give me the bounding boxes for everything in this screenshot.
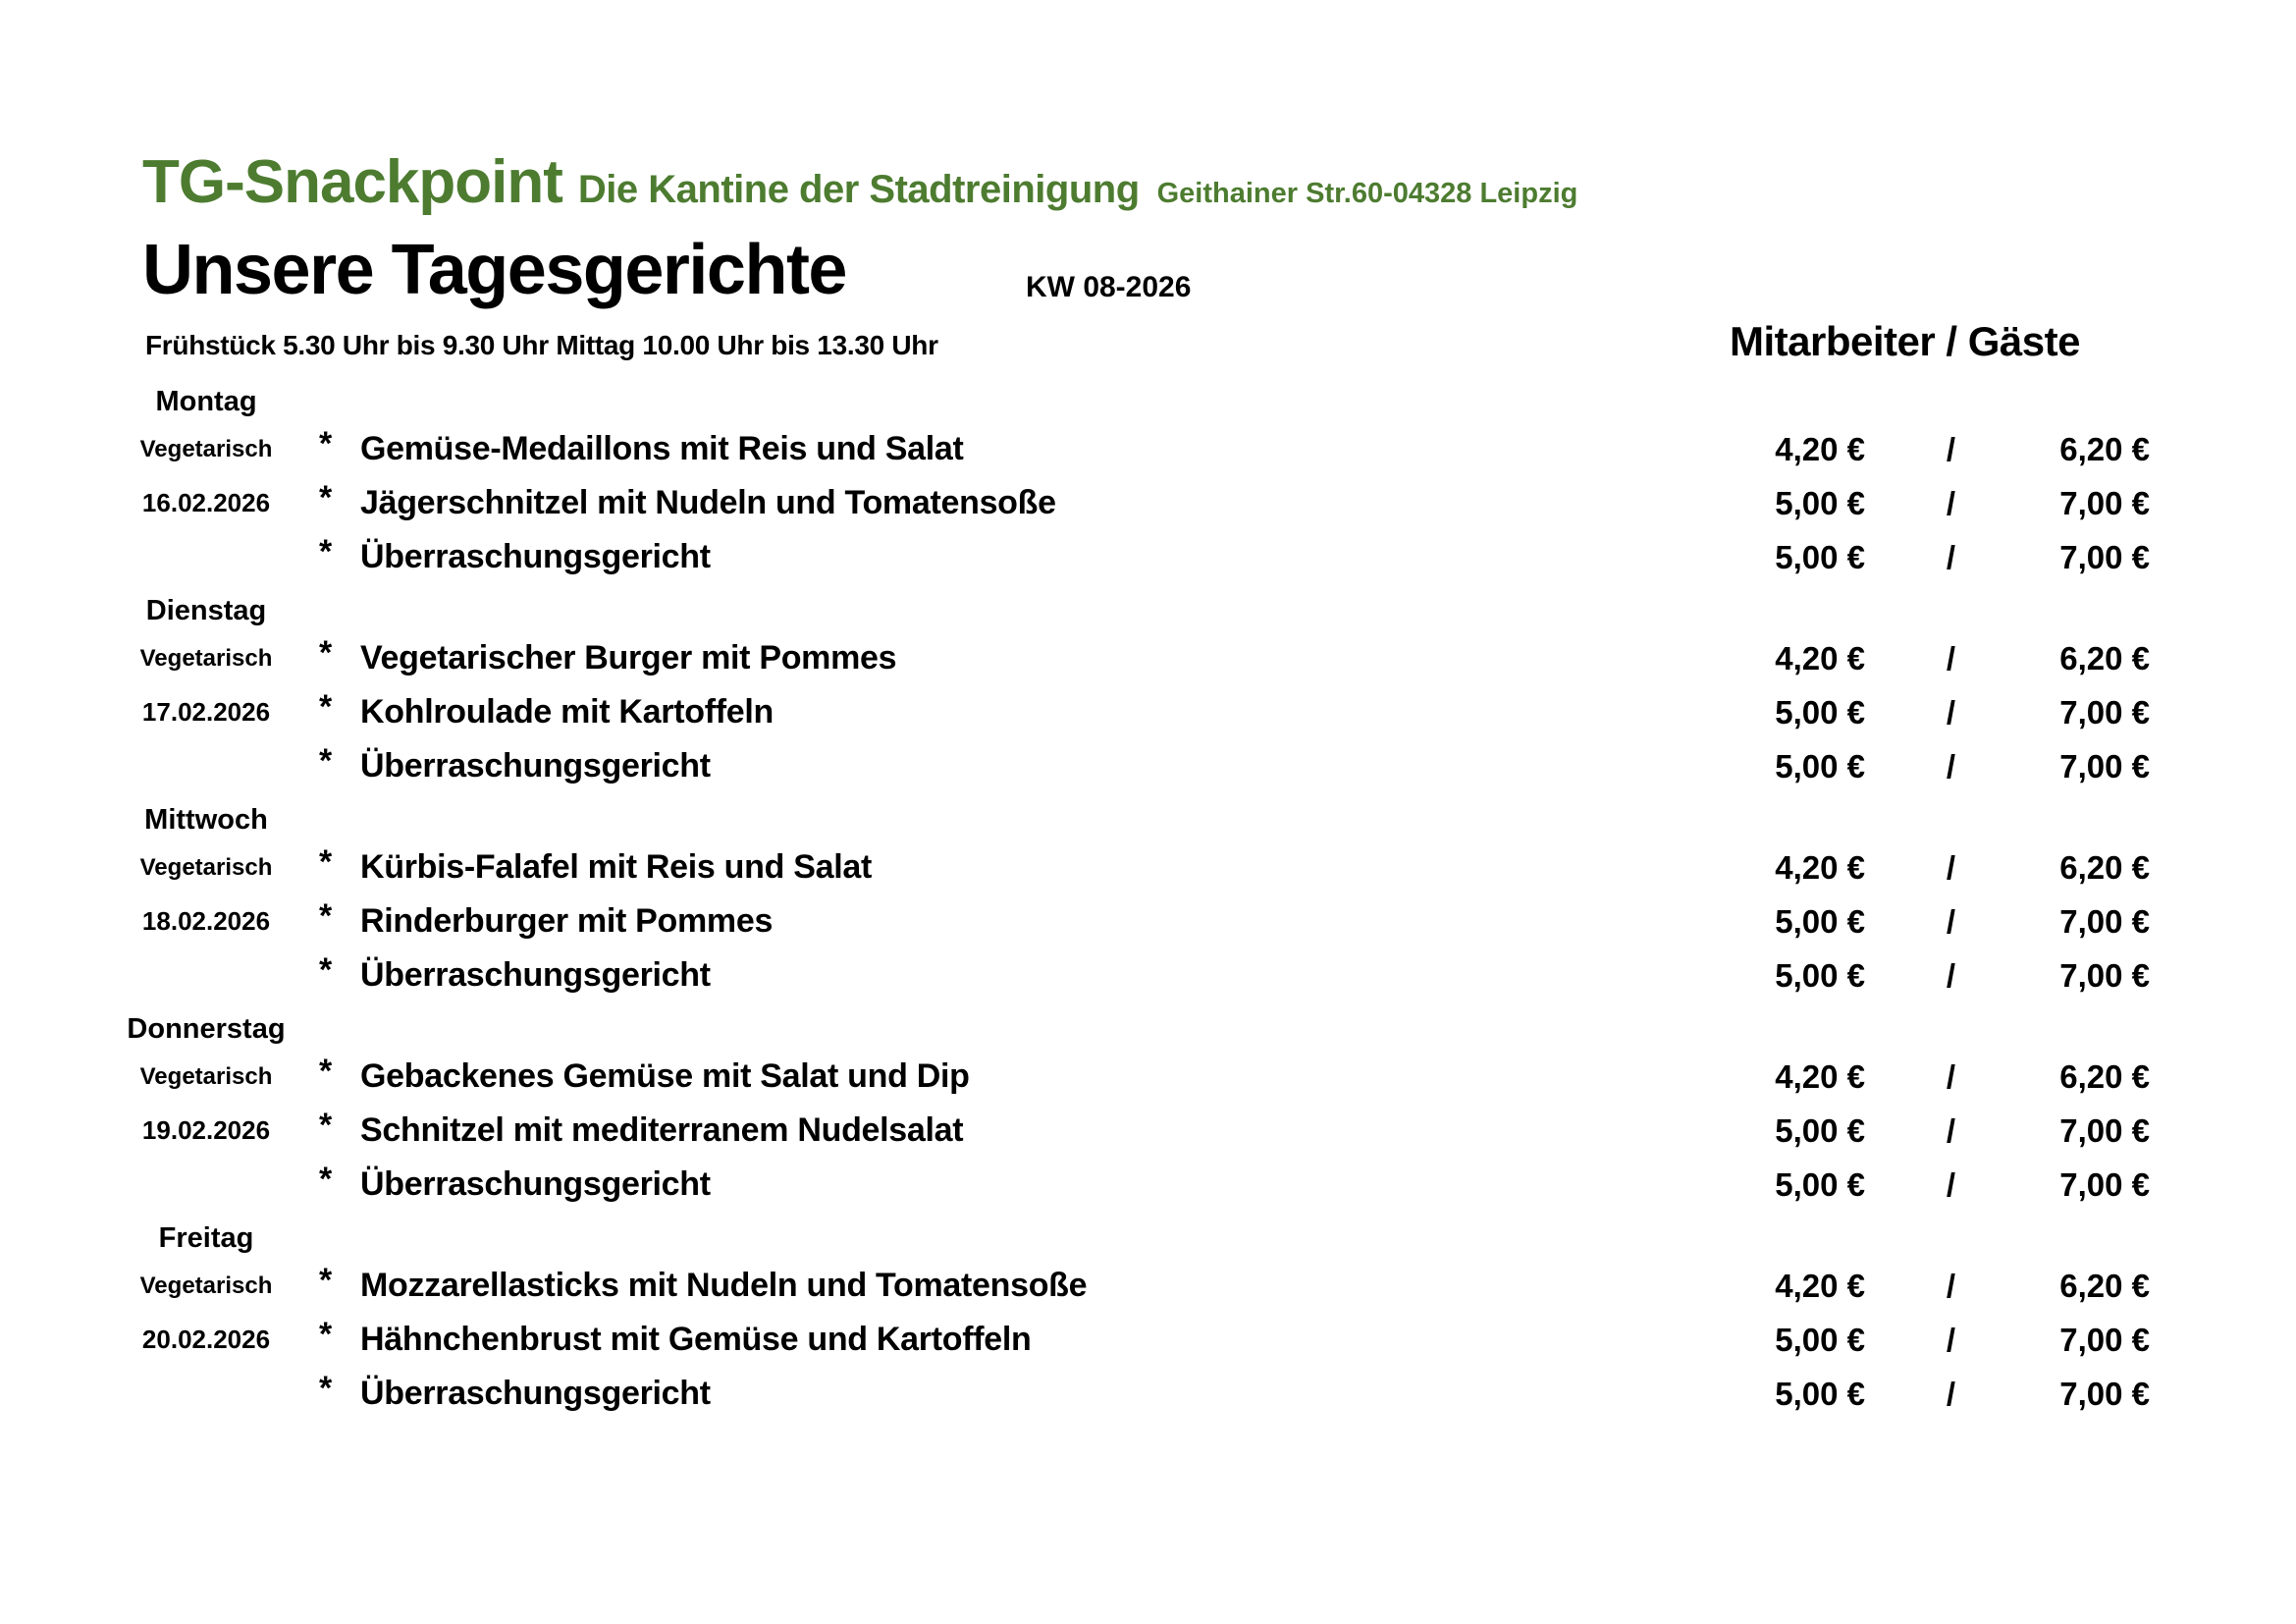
date-tag: 17.02.2026 (141, 697, 271, 727)
dish-name: Hähnchenbrust mit Gemüse und Kartoffeln (360, 1321, 1032, 1358)
day-name: Dienstag (145, 595, 267, 626)
price-mitarbeiter: 4,20 € (1775, 430, 1865, 467)
day-block (93, 381, 2150, 584)
dish-name: Gemüse-Medaillons mit Reis und Salat (360, 430, 964, 467)
dish-name: Überraschungsgericht (360, 956, 711, 994)
price-gaeste: 7,00 € (2059, 538, 2150, 575)
day-name: Donnerstag (127, 1013, 286, 1045)
menu-row (93, 840, 2150, 894)
price-separator: / (1946, 956, 1956, 994)
dish-name: Mozzarellasticks mit Nudeln und Tomatensoße (360, 1267, 1088, 1304)
price-gaeste: 6,20 € (2059, 1267, 2150, 1304)
price-mitarbeiter: 5,00 € (1775, 902, 1865, 940)
dish-name: Gebackenes Gemüse mit Salat und Dip (360, 1057, 970, 1095)
dish-name: Überraschungsgericht (360, 1165, 711, 1203)
menu-row (93, 530, 2150, 584)
price-gaeste: 6,20 € (2059, 1057, 2150, 1095)
day-name: Mittwoch (144, 804, 268, 836)
price-separator: / (1946, 538, 1956, 575)
title-line (142, 232, 846, 309)
price-mitarbeiter: 4,20 € (1775, 848, 1865, 886)
price-gaeste: 6,20 € (2059, 430, 2150, 467)
bullet-asterisk: * (319, 533, 333, 570)
price-separator: / (1946, 484, 1956, 521)
day-block (93, 590, 2150, 793)
menu-row (93, 1313, 2150, 1367)
price-gaeste: 7,00 € (2059, 747, 2150, 785)
menu-row (93, 476, 2150, 530)
menu-row (93, 1050, 2150, 1104)
day-block (93, 799, 2150, 1002)
price-gaeste: 7,00 € (2059, 484, 2150, 521)
day-block (93, 1008, 2150, 1212)
price-separator: / (1946, 747, 1956, 785)
brand-address: Geithainer Str.60-04328 Leipzig (1156, 178, 1578, 209)
dish-name: Vegetarischer Burger mit Pommes (360, 639, 897, 677)
calendar-week-label: KW 08-2026 (1026, 271, 1192, 303)
vegetarian-tag: Vegetarisch (139, 1062, 273, 1090)
bullet-asterisk: * (319, 688, 333, 726)
menu-row (93, 1104, 2150, 1158)
price-mitarbeiter: 4,20 € (1775, 1267, 1865, 1304)
price-separator: / (1946, 430, 1956, 467)
menu-row (93, 1367, 2150, 1421)
brand-title: TG-Snackpoint (142, 148, 562, 216)
vegetarian-tag: Vegetarisch (139, 435, 273, 462)
day-name: Freitag (158, 1222, 254, 1254)
vegetarian-tag: Vegetarisch (139, 853, 273, 881)
price-mitarbeiter: 5,00 € (1775, 1375, 1865, 1412)
price-separator: / (1946, 639, 1956, 677)
price-mitarbeiter: 5,00 € (1775, 956, 1865, 994)
bullet-asterisk: * (319, 1161, 333, 1198)
price-separator: / (1946, 902, 1956, 940)
bullet-asterisk: * (319, 897, 333, 935)
day-block (93, 1218, 2150, 1421)
price-mitarbeiter: 5,00 € (1775, 1111, 1865, 1149)
bullet-asterisk: * (319, 742, 333, 780)
price-mitarbeiter: 4,20 € (1775, 639, 1865, 677)
price-mitarbeiter: 4,20 € (1775, 1057, 1865, 1095)
dish-name: Überraschungsgericht (360, 538, 711, 575)
opening-hours: Frühstück 5.30 Uhr bis 9.30 Uhr Mittag 10.00 Uhr bis 13.30 Uhr (145, 330, 938, 360)
bullet-asterisk: * (319, 1316, 333, 1353)
menu-row (93, 948, 2150, 1002)
bullet-asterisk: * (319, 425, 333, 462)
dish-name: Rinderburger mit Pommes (360, 902, 774, 940)
price-mitarbeiter: 5,00 € (1775, 538, 1865, 575)
menu-row (93, 685, 2150, 739)
price-gaeste: 7,00 € (2059, 902, 2150, 940)
price-mitarbeiter: 5,00 € (1775, 747, 1865, 785)
price-separator: / (1946, 1321, 1956, 1358)
price-mitarbeiter: 5,00 € (1775, 1165, 1865, 1203)
brand-subtitle: Die Kantine der Stadtreinigung (577, 168, 1140, 211)
bullet-asterisk: * (319, 1370, 333, 1407)
price-separator: / (1946, 1267, 1956, 1304)
menu-row (93, 1259, 2150, 1313)
price-mitarbeiter: 5,00 € (1775, 484, 1865, 521)
bullet-asterisk: * (319, 1053, 333, 1090)
dish-name: Jägerschnitzel mit Nudeln und Tomatensoße (360, 484, 1056, 521)
price-separator: / (1946, 1165, 1956, 1203)
menu-row (93, 631, 2150, 685)
bullet-asterisk: * (319, 1107, 333, 1144)
bullet-asterisk: * (319, 951, 333, 989)
date-tag: 20.02.2026 (141, 1325, 271, 1354)
vegetarian-tag: Vegetarisch (139, 644, 273, 672)
brand-header (142, 147, 1577, 217)
dish-name: Überraschungsgericht (360, 747, 711, 785)
vegetarian-tag: Vegetarisch (139, 1272, 273, 1299)
price-gaeste: 6,20 € (2059, 848, 2150, 886)
price-separator: / (1946, 1111, 1956, 1149)
dish-name: Kohlroulade mit Kartoffeln (360, 693, 774, 731)
price-gaeste: 6,20 € (2059, 639, 2150, 677)
price-separator: / (1946, 848, 1956, 886)
price-gaeste: 7,00 € (2059, 693, 2150, 731)
bullet-asterisk: * (319, 479, 333, 516)
day-name: Montag (155, 386, 257, 417)
page-title: Unsere Tagesgerichte (142, 231, 846, 309)
dish-name: Kürbis-Falafel mit Reis und Salat (360, 848, 872, 886)
price-mitarbeiter: 5,00 € (1775, 1321, 1865, 1358)
date-tag: 18.02.2026 (141, 906, 271, 936)
price-gaeste: 7,00 € (2059, 1321, 2150, 1358)
menu-row (93, 1158, 2150, 1212)
bullet-asterisk: * (319, 843, 333, 881)
price-gaeste: 7,00 € (2059, 1165, 2150, 1203)
date-tag: 16.02.2026 (141, 488, 271, 517)
price-separator: / (1946, 1375, 1956, 1412)
bullet-asterisk: * (319, 1262, 333, 1299)
price-gaeste: 7,00 € (2059, 1375, 2150, 1412)
menu-row (93, 894, 2150, 948)
menu-row (93, 422, 2150, 476)
price-columns-header: Mitarbeiter / Gäste (1730, 318, 2080, 364)
dish-name: Überraschungsgericht (360, 1375, 711, 1412)
price-separator: / (1946, 1057, 1956, 1095)
price-separator: / (1946, 693, 1956, 731)
price-mitarbeiter: 5,00 € (1775, 693, 1865, 731)
price-gaeste: 7,00 € (2059, 1111, 2150, 1149)
bullet-asterisk: * (319, 634, 333, 672)
price-gaeste: 7,00 € (2059, 956, 2150, 994)
menu-list (93, 375, 2150, 1421)
date-tag: 19.02.2026 (141, 1115, 271, 1145)
menu-row (93, 739, 2150, 793)
dish-name: Schnitzel mit mediterranem Nudelsalat (360, 1111, 964, 1149)
